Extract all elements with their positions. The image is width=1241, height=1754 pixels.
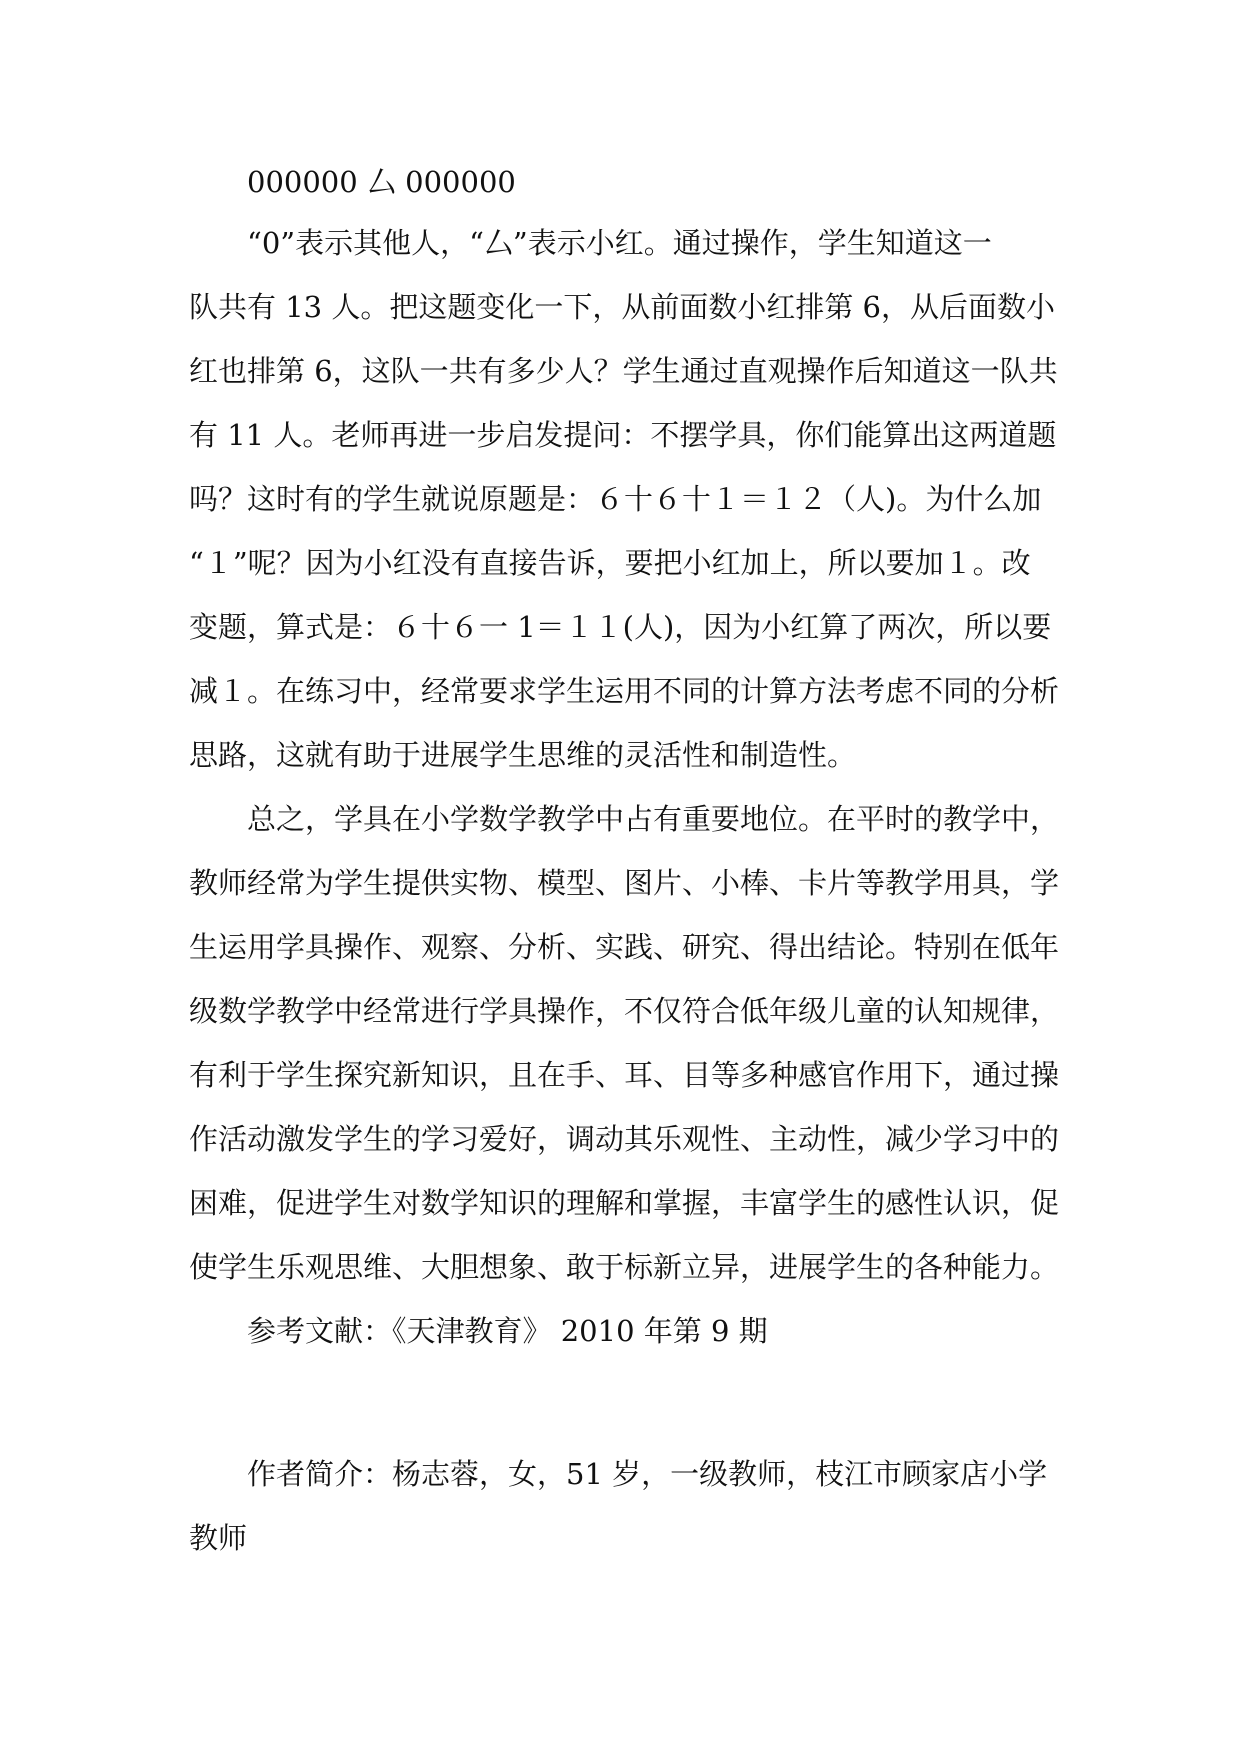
paragraph-2-line-5: 有利于学生探究新知识，且在手、耳、目等多种感官作用下，通过操: [189, 1058, 1060, 1092]
paragraph-2-line-4: 级数学教学中经常进行学具操作，不仅符合低年级儿童的认知规律，: [189, 994, 1060, 1028]
paragraph-1-line-8: 减１。在练习中，经常要求学生运用不同的计算方法考虑不同的分析: [189, 674, 1060, 708]
paragraph-2-line-8: 使学生乐观思维、大胆想象、敢于标新立异，进展学生的各种能力。: [189, 1250, 1060, 1284]
paragraph-2-line-3: 生运用学具操作、观察、分析、实践、研究、得出结论。特别在低年: [189, 930, 1060, 964]
paragraph-1-line-2: 队共有 13 人。把这题变化一下，从前面数小红排第 6，从后面数小: [189, 290, 1056, 324]
author-intro-line-1: 作者简介：杨志蓉，女，51 岁，一级教师，枝江市顾家店小学: [247, 1457, 1048, 1491]
paragraph-1-line-1: “0”表示其他人，“厶”表示小红。通过操作，学生知道这一: [247, 226, 992, 260]
paragraph-1-line-3: 红也排第 6，这队一共有多少人？学生通过直观操作后知道这一队共: [189, 354, 1058, 388]
paragraph-2-line-2: 教师经常为学生提供实物、模型、图片、小棒、卡片等教学用具，学: [189, 866, 1060, 900]
paragraph-1-line-7: 变题，算式是：６十６一 1＝１１(人)，因为小红算了两次，所以要: [189, 610, 1052, 644]
paragraph-1-line-9: 思路，这就有助于进展学生思维的灵活性和制造性。: [189, 738, 857, 772]
reference-line: 参考文献：《天津教育》 2010 年第 9 期: [247, 1314, 768, 1348]
paragraph-2-line-1: 总之，学具在小学数学教学中占有重要地位。在平时的教学中，: [247, 802, 1060, 836]
arrangement-diagram-line: 000000 厶 000000: [247, 165, 516, 199]
paragraph-2-line-7: 困难，促进学生对数学知识的理解和掌握，丰富学生的感性认识，促: [189, 1186, 1060, 1220]
author-intro-line-2: 教师: [189, 1521, 248, 1555]
paragraph-1-line-6: “１”呢？因为小红没有直接告诉，要把小红加上，所以要加１。改: [189, 546, 1031, 580]
paragraph-1-line-5: 吗？这时有的学生就说原题是：６十６十１＝１２（人)。为什么加: [189, 482, 1042, 516]
paragraph-1-line-4: 有 11 人。老师再进一步启发提问：不摆学具，你们能算出这两道题: [189, 418, 1057, 452]
paragraph-2-line-6: 作活动激发学生的学习爱好，调动其乐观性、主动性，减少学习中的: [189, 1122, 1060, 1156]
